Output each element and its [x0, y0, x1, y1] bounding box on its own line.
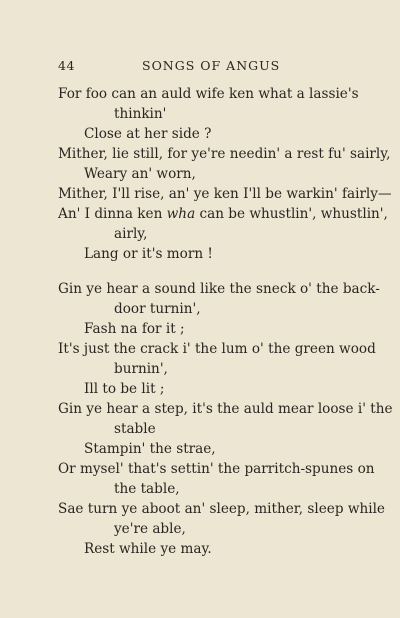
poem-line: door turnin', [114, 301, 201, 317]
poem-line: Fash na for it ; [84, 321, 185, 337]
poem-line: Weary an' worn, [84, 166, 196, 182]
poem-line: Gin ye hear a step, it's the auld mear loose i' the [58, 401, 393, 417]
poem-line: the table, [114, 481, 180, 497]
poem-line: stable [114, 421, 156, 437]
page-number: 44 [58, 58, 75, 73]
poem-line: thinkin' [114, 106, 167, 122]
poem-line: Close at her side ? [84, 126, 212, 142]
poem-line: airly, [114, 226, 148, 242]
poem-line: Mither, I'll rise, an' ye ken I'll be warkin' fairly— [58, 186, 392, 202]
line-text: An' I dinna ken [58, 206, 167, 222]
poem-line: ye're able, [114, 521, 186, 537]
poem-line: Lang or it's morn ! [84, 246, 213, 262]
poem-line: Sae turn ye aboot an' sleep, mither, sleep while [58, 501, 385, 517]
poem-line: Ill to be lit ; [84, 381, 165, 397]
poem-line: Rest while ye may. [84, 541, 212, 557]
italic-word: wha [166, 206, 196, 222]
poem-line: burnin', [114, 361, 168, 377]
poem-line: It's just the crack i' the lum o' the green wood [58, 341, 376, 357]
poem-line: Gin ye hear a sound like the sneck o' the back- [58, 281, 380, 297]
poem-line: Or mysel' that's settin' the parritch-spunes on [58, 461, 375, 477]
poem-line [58, 206, 388, 223]
page-header [0, 58, 400, 78]
poem-line: Stampin' the strae, [84, 441, 216, 457]
line-text: can be whustlin', whustlin', [195, 206, 388, 222]
poem-line: For foo can an auld wife ken what a lassie's [58, 86, 359, 102]
poem-line: Mither, lie still, for ye're needin' a rest fu' sairly, [58, 146, 391, 162]
running-head: SONGS OF ANGUS [142, 58, 281, 73]
